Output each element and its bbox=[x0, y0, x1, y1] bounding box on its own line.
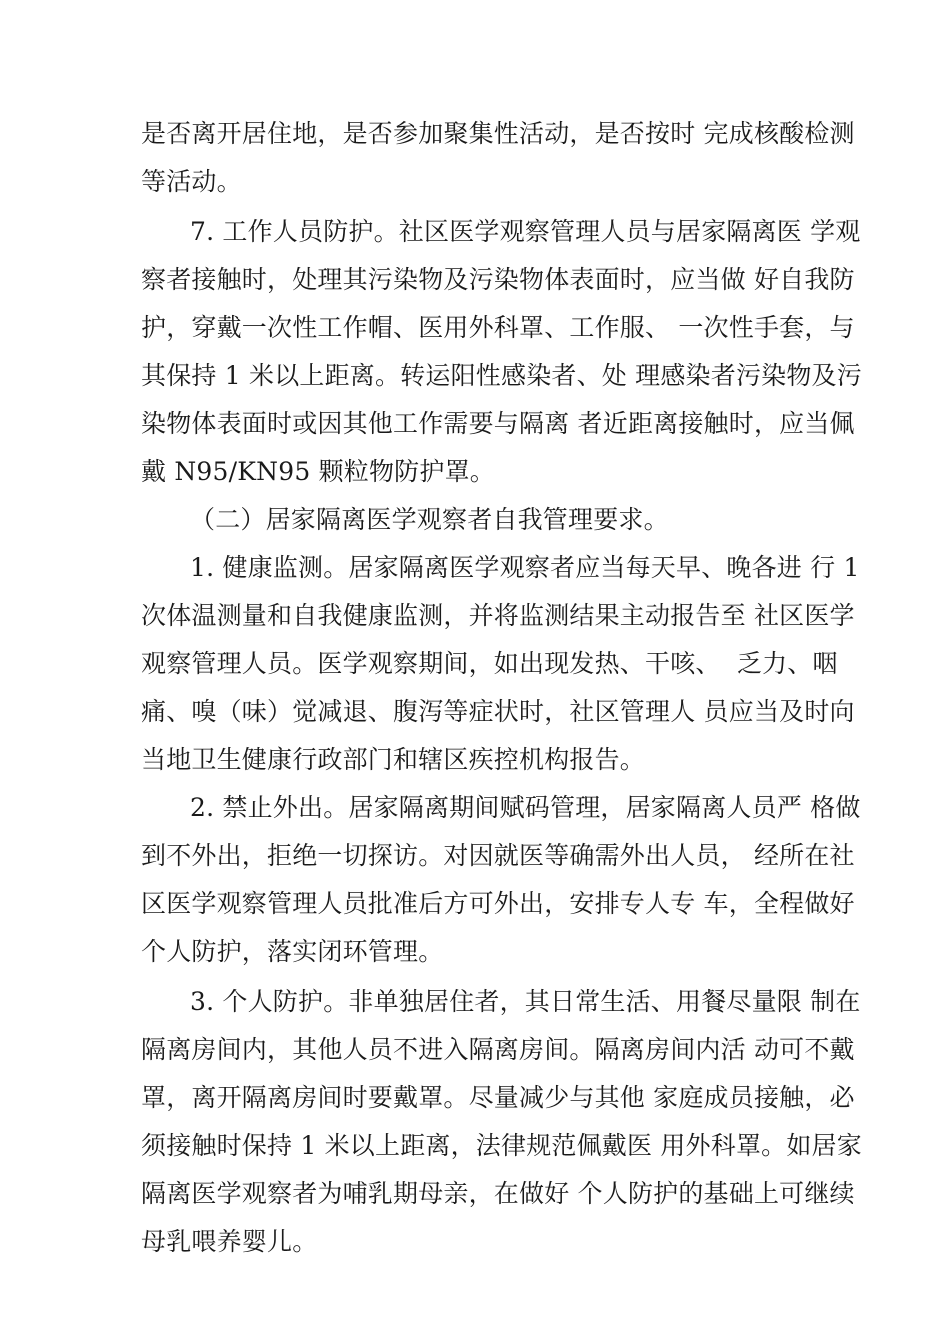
text-line: 戴 N95/KN95 颗粒物防护罩。 bbox=[141, 457, 495, 486]
paragraph-3-line: 3. 个人防护。非单独居住者，其日常生活、用餐尽量限 制在 bbox=[190, 987, 861, 1016]
text-line: 等活动。 bbox=[141, 167, 242, 196]
paragraph-2-line: 2. 禁止外出。居家隔离期间赋码管理，居家隔离人员严 格做 bbox=[190, 793, 861, 822]
text-line: 次体温测量和自我健康监测，并将监测结果主动报告至 社区医学 bbox=[141, 601, 855, 630]
text-line: 区医学观察管理人员批准后方可外出，安排专人专 车，全程做好 bbox=[141, 889, 855, 918]
text-line: 观察管理人员。医学观察期间，如出现发热、干咳、 乏力、咽 bbox=[141, 649, 838, 678]
paragraph-7-line: 7. 工作人员防护。社区医学观察管理人员与居家隔离医 学观 bbox=[190, 217, 861, 246]
text-line: 须接触时保持 1 米以上距离，法律规范佩戴医 用外科罩。如居家 bbox=[141, 1131, 862, 1160]
text-line: 是否离开居住地，是否参加聚集性活动，是否按时 完成核酸检测 bbox=[141, 119, 855, 148]
text-line: 个人防护，落实闭环管理。 bbox=[141, 937, 444, 966]
paragraph-1-line: 1. 健康监测。居家隔离医学观察者应当每天早、晚各进 行 1 bbox=[190, 553, 860, 582]
text-line: 当地卫生健康行政部门和辖区疾控机构报告。 bbox=[141, 745, 646, 774]
text-line: 罩，离开隔离房间时要戴罩。尽量减少与其他 家庭成员接触，必 bbox=[141, 1083, 855, 1112]
text-line: 护，穿戴一次性工作帽、医用外科罩、工作服、 一次性手套，与 bbox=[141, 313, 855, 342]
section-heading: （二）居家隔离医学观察者自我管理要求。 bbox=[190, 505, 669, 534]
text-line: 其保持 1 米以上距离。转运阳性感染者、处 理感染者污染物及污 bbox=[141, 361, 862, 390]
text-line: 染物体表面时或因其他工作需要与隔离 者近距离接触时，应当佩 bbox=[141, 409, 855, 438]
text-line: 察者接触时，处理其污染物及污染物体表面时，应当做 好自我防 bbox=[141, 265, 855, 294]
text-line: 痛、嗅（味）觉减退、腹泻等症状时，社区管理人 员应当及时向 bbox=[141, 697, 855, 726]
text-line: 隔离房间内，其他人员不进入隔离房间。隔离房间内活 动可不戴 bbox=[141, 1035, 855, 1064]
text-line: 母乳喂养婴儿。 bbox=[141, 1227, 318, 1256]
text-line: 隔离医学观察者为哺乳期母亲，在做好 个人防护的基础上可继续 bbox=[141, 1179, 855, 1208]
text-line: 到不外出，拒绝一切探访。对因就医等确需外出人员， 经所在社 bbox=[141, 841, 855, 870]
